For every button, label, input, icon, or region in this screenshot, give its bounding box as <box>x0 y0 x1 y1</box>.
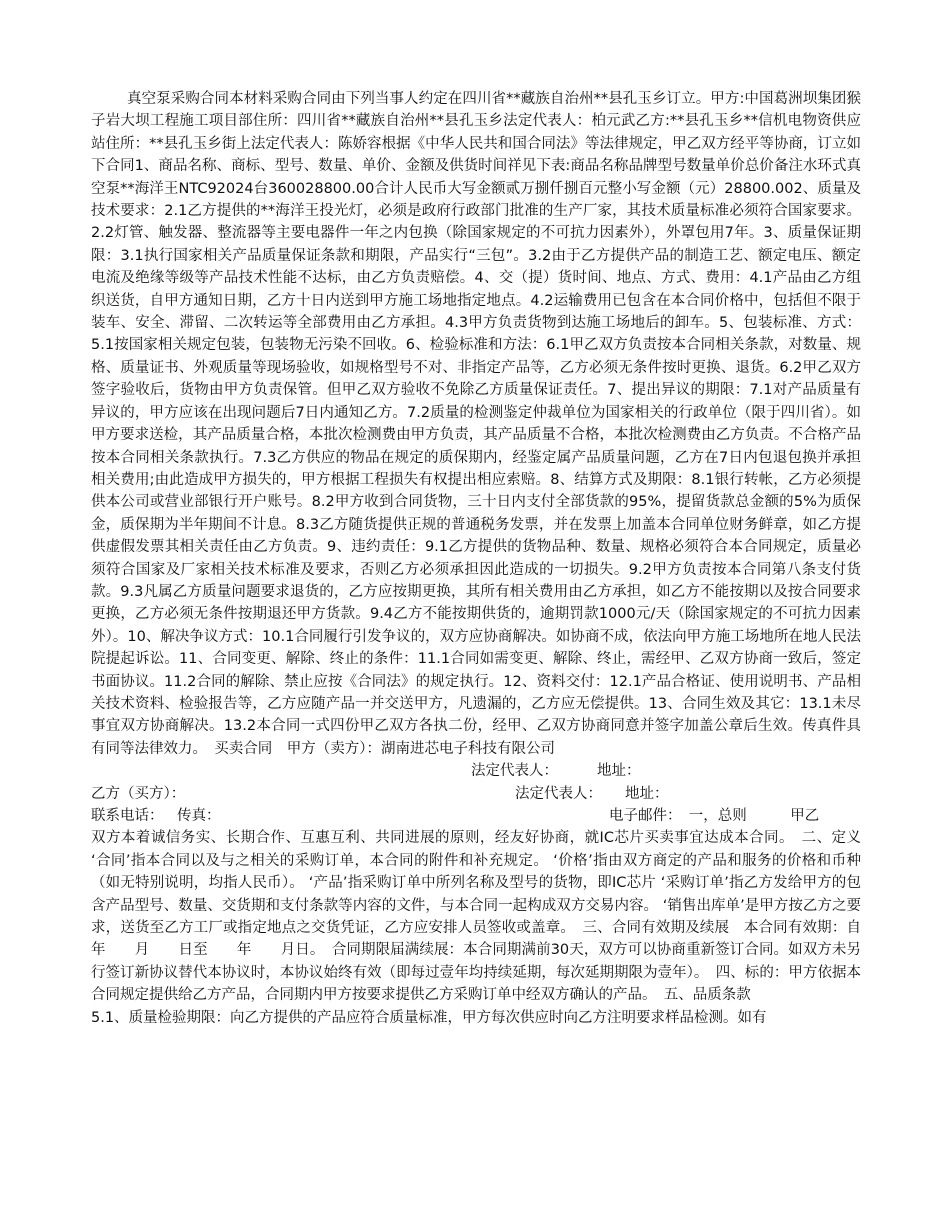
party-a-address: 地址： <box>597 763 641 780</box>
contract-body <box>91 88 890 1029</box>
fax-label: 传真： <box>177 807 221 824</box>
party-b-label: 乙方（买方）： <box>91 785 186 802</box>
party-b-representative: 法定代表人： <box>515 785 602 802</box>
party-a-signature-row <box>91 760 861 782</box>
party-a-representative: 法定代表人： <box>471 763 558 780</box>
party-b-row <box>91 783 861 805</box>
contract-paragraph-1: 真空泵采购合同本材料采购合同由下列当事人约定在四川省**藏族自治州**县孔玉乡订立。甲方:中国葛洲坝集团猴子岩大坝工程施工项目部住所：四川省**藏族自治州**县孔玉乡法定代表人：柏元武乙方:**县孔玉乡**信机电物资供应站住所：**县孔玉乡街上法定代表人：陈娇容根据《中华人民共和国合同法》等法律规定，甲乙双方经平等协商，订立如下合同1、商品名称、商标、型号、数量、单价、金额及供货时间祥见下表:商品名称品牌型号数量单价总价备注水环式真空泵**海洋王NTC92024台360028800.00合计人民币大写金额贰万捌仟捌百元整小写金额（元）28800.002、质量及技术要求：2.1乙方提供的**海洋王投光灯，必须是政府行政部门批准的生产厂家，其技术质量标准必须符合国家要求。2.2灯管、触发器、整流器等主要电器件一年之内包换（除国家规定的不可抗力因素外），外罩包用7年。3、质量保证期限：3.1执行国家相关产品质量保证条款和期限，产品实行“三包”。3.2由于乙方提供产品的制造工艺、额定电压、额定电流及绝缘等级等产品技术性能不达标，由乙方负责赔偿。4、交（提）货时间、地点、方式、费用：4.1产品由乙方组织送货，自甲方通知日期，乙方十日内送到甲方施工场地指定地点。4.2运输费用已包含在本合同价格中，包括但不限于装车、安全、滞留、二次转运等全部费用由乙方承担。4.3甲方负责货物到达施工场地后的卸车。5、包装标准、方式：5.1按国家相关规定包装，包装物无污染不回收。6、检验标准和方法：6.1甲乙双方负责按本合同相关条款，对数量、规格、质量证书、外观质量等现场验收，如规格型号不对、非指定产品等，乙方必须无条件按时更换、退货。6.2甲乙双方签字验收后，货物由甲方负责保管。但甲乙双方验收不免除乙方质量保证责任。7、提出异议的期限：7.1对产品质量有异议的，甲方应该在出现问题后7日内通知乙方。7.2质量的检测鉴定仲裁单位为国家相关的行政单位（限于四川省）。如甲方要求送检，其产品质量合格，本批次检测费由甲方负责，其产品质量不合格，本批次检测费由乙方负责。不合格产品按本合同相关条款执行。7.3乙方供应的物品在规定的质保期内，经鉴定属产品质量问题，乙方在7日内包退包换并承担相关费用;由此造成甲方损失的，甲方根据工程损失有权提出相应索赔。8、结算方式及期限：8.1银行转帐，乙方必须提供本公司或营业部银行开户账号。8.2甲方收到合同货物，三十日内支付全部货款的95%，提留货款总金额的5%为质保金，质保期为半年期间不计息。8.3乙方随货提供正规的普通税务发票，并在发票上加盖本合同单位财务鲜章，如乙方提供虚假发票其相关责任由乙方负责。9、违约责任：9.1乙方提供的货物品种、数量、规格必须符合本合同规定，质量必须符合国家及厂家相关技术标准及要求，否则乙方必须承担因此造成的一切损失。9.2甲方负责按本合同第八条支付货款。9.3凡属乙方质量问题要求退货的，乙方应按期更换，其所有相关费用由乙方承担，如乙方不能按期以及按合同要求更换，乙方必须无条件按期退还甲方货款。9.4乙方不能按期供货的，逾期罚款1000元/天（除国家规定的不可抗力因素外）。10、解决争议方式：10.1合同履行引发争议的，双方应协商解决。如协商不成，依法向甲方施工场地所在地人民法院提起诉讼。11、合同变更、解除、终止的条件：11.1合同如需变更、解除、终止，需经甲、乙双方协商一致后，签定书面协议。11.2合同的解除、禁止应按《合同法》的规定执行。12、资料交付：12.1产品合格证、使用说明书、产品相关技术资料、检验报告等，乙方应随产品一并交送甲方，凡遗漏的，乙方应无偿提供。13、合同生效及其它：13.1未尽事宜双方协商解决。13.2本合同一式四份甲乙双方各执二份，经甲、乙双方协商同意并签字加盖公章后生效。传真件具有同等法律效力。 买卖合同 甲方（卖方）：湖南进芯电子科技有限公司 <box>91 91 861 757</box>
email-general-label: 电子邮件： 一，总则 甲乙 <box>609 807 820 824</box>
contact-phone-label: 联系电话： <box>91 807 164 824</box>
contract-paragraph-3: 5.1、质量检验期限：向乙方提供的产品应符合质量标准，甲方每次供应时向乙方注明要求样品检测。如有 <box>91 1009 767 1026</box>
party-b-address: 地址： <box>625 785 669 802</box>
contract-paragraph-2: 双方本着诚信务实、长期合作、互惠互利、共同进展的原则，经友好协商，就IC芯片买卖事宜达成本合同。 二、定义 ‘合同’指本合同以及与之相关的采购订单，本合同的附件和补充规定。 ‘价格’指由双方商定的产品和服务的价格和币种（如无特别说明，均指人民币）。 ‘产品’指采购订单中所列名称及型号的货物，即IC芯片 ‘采购订单’指乙方发给甲方的包含产品型号、数量、交货期和支付条款等内容的文件，与本合同一起构成双方交易内容。 ‘销售出库单’是甲方按乙方之要求，送货至乙方工厂或指定地点之交货凭证，乙方应安排人员签收或盖章。 三、合同有效期及续展 本合同有效期：自 年 月 日至 年 月日。 合同期限届满续展：本合同期满前30天，双方可以协商重新签订合同。如双方未另行签订新协议替代本协议时，本协议始终有效（即每过壹年均持续延期，每次延期期限为壹年）。 四、标的：甲方依据本合同规定提供给乙方产品，合同期内甲方按要求提供乙方采购订单中经双方确认的产品。 五、品质条款 <box>91 830 890 1004</box>
contact-row <box>91 805 861 827</box>
